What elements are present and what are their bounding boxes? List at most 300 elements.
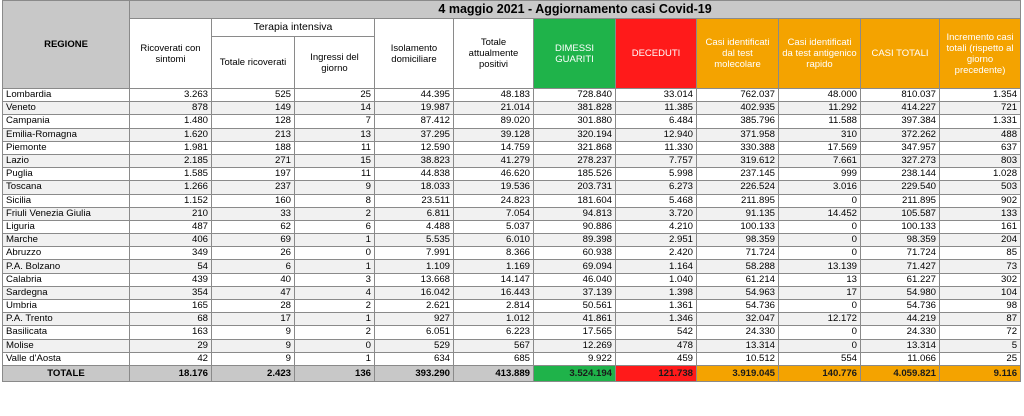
cell-deceduti: 7.757 <box>616 154 697 167</box>
cell-antigenico: 0 <box>779 326 861 339</box>
table-row <box>3 234 1021 247</box>
table-row <box>3 260 1021 273</box>
cell-regione: Umbria <box>3 300 130 313</box>
cell-incremento: 1.028 <box>940 168 1021 181</box>
cell-casi-totali: 397.384 <box>861 115 940 128</box>
cell-isolamento: 4.488 <box>375 220 454 233</box>
table-row <box>3 220 1021 233</box>
cell-molecolare: 13.314 <box>697 339 779 352</box>
total-regione: TOTALE <box>3 365 130 381</box>
cell-deceduti: 5.998 <box>616 168 697 181</box>
cell-ricoverati: 406 <box>130 234 212 247</box>
cell-antigenico: 999 <box>779 168 861 181</box>
header-positivi: Totale attualmente positivi <box>454 19 534 89</box>
cell-regione: P.A. Bolzano <box>3 260 130 273</box>
cell-incremento: 72 <box>940 326 1021 339</box>
cell-regione: Liguria <box>3 220 130 233</box>
cell-antigenico: 48.000 <box>779 89 861 102</box>
cell-incremento: 204 <box>940 234 1021 247</box>
cell-ti-ingressi: 6 <box>295 220 375 233</box>
cell-isolamento: 927 <box>375 313 454 326</box>
cell-casi-totali: 229.540 <box>861 181 940 194</box>
table-body <box>3 89 1021 366</box>
cell-ti-totale: 26 <box>212 247 295 260</box>
cell-ti-totale: 9 <box>212 339 295 352</box>
table-row <box>3 154 1021 167</box>
cell-positivi: 14.147 <box>454 273 534 286</box>
table-row <box>3 102 1021 115</box>
header-ti-totale: Totale ricoverati <box>212 37 295 89</box>
cell-casi-totali: 414.227 <box>861 102 940 115</box>
cell-molecolare: 61.214 <box>697 273 779 286</box>
cell-ti-ingressi: 1 <box>295 313 375 326</box>
cell-incremento: 902 <box>940 194 1021 207</box>
cell-antigenico: 11.292 <box>779 102 861 115</box>
cell-casi-totali: 238.144 <box>861 168 940 181</box>
cell-ti-totale: 40 <box>212 273 295 286</box>
cell-incremento: 503 <box>940 181 1021 194</box>
cell-positivi: 46.620 <box>454 168 534 181</box>
totals-row <box>3 365 1021 381</box>
cell-deceduti: 12.940 <box>616 128 697 141</box>
cell-ti-totale: 9 <box>212 352 295 365</box>
cell-deceduti: 1.398 <box>616 286 697 299</box>
cell-casi-totali: 54.736 <box>861 300 940 313</box>
cell-antigenico: 0 <box>779 247 861 260</box>
cell-positivi: 567 <box>454 339 534 352</box>
cell-regione: Emilia-Romagna <box>3 128 130 141</box>
total-molecolare: 3.919.045 <box>697 365 779 381</box>
cell-isolamento: 16.042 <box>375 286 454 299</box>
cell-positivi: 14.759 <box>454 141 534 154</box>
cell-ricoverati: 3.263 <box>130 89 212 102</box>
cell-isolamento: 6.811 <box>375 207 454 220</box>
cell-deceduti: 2.951 <box>616 234 697 247</box>
cell-dimessi: 381.828 <box>534 102 616 115</box>
cell-ti-totale: 28 <box>212 300 295 313</box>
cell-positivi: 16.443 <box>454 286 534 299</box>
cell-ti-totale: 213 <box>212 128 295 141</box>
cell-ti-ingressi: 2 <box>295 207 375 220</box>
header-casi-totali: CASI TOTALI <box>861 19 940 89</box>
cell-ricoverati: 1.620 <box>130 128 212 141</box>
cell-dimessi: 94.813 <box>534 207 616 220</box>
cell-ricoverati: 29 <box>130 339 212 352</box>
cell-molecolare: 385.796 <box>697 115 779 128</box>
cell-regione: Sicilia <box>3 194 130 207</box>
cell-positivi: 48.183 <box>454 89 534 102</box>
cell-antigenico: 3.016 <box>779 181 861 194</box>
cell-regione: Veneto <box>3 102 130 115</box>
cell-isolamento: 13.668 <box>375 273 454 286</box>
cell-regione: P.A. Trento <box>3 313 130 326</box>
cell-incremento: 803 <box>940 154 1021 167</box>
cell-molecolare: 330.388 <box>697 141 779 154</box>
cell-casi-totali: 24.330 <box>861 326 940 339</box>
header-dimessi: DIMESSI GUARITI <box>534 19 616 89</box>
cell-ti-ingressi: 13 <box>295 128 375 141</box>
cell-dimessi: 320.194 <box>534 128 616 141</box>
cell-casi-totali: 54.980 <box>861 286 940 299</box>
total-isolamento: 393.290 <box>375 365 454 381</box>
cell-casi-totali: 71.724 <box>861 247 940 260</box>
cell-positivi: 1.169 <box>454 260 534 273</box>
cell-ricoverati: 163 <box>130 326 212 339</box>
cell-isolamento: 38.823 <box>375 154 454 167</box>
cell-antigenico: 14.452 <box>779 207 861 220</box>
cell-positivi: 89.020 <box>454 115 534 128</box>
cell-casi-totali: 13.314 <box>861 339 940 352</box>
cell-molecolare: 762.037 <box>697 89 779 102</box>
cell-casi-totali: 327.273 <box>861 154 940 167</box>
total-casi-totali: 4.059.821 <box>861 365 940 381</box>
cell-molecolare: 54.963 <box>697 286 779 299</box>
cell-molecolare: 371.958 <box>697 128 779 141</box>
cell-deceduti: 6.484 <box>616 115 697 128</box>
cell-deceduti: 11.330 <box>616 141 697 154</box>
cell-antigenico: 0 <box>779 194 861 207</box>
cell-regione: Piemonte <box>3 141 130 154</box>
header-terapia-intensiva: Terapia intensiva <box>212 19 375 37</box>
cell-incremento: 133 <box>940 207 1021 220</box>
cell-incremento: 104 <box>940 286 1021 299</box>
cell-ti-totale: 128 <box>212 115 295 128</box>
cell-antigenico: 0 <box>779 234 861 247</box>
cell-ti-totale: 62 <box>212 220 295 233</box>
cell-dimessi: 60.938 <box>534 247 616 260</box>
cell-regione: Valle d'Aosta <box>3 352 130 365</box>
cell-dimessi: 89.398 <box>534 234 616 247</box>
cell-ti-ingressi: 4 <box>295 286 375 299</box>
cell-incremento: 302 <box>940 273 1021 286</box>
cell-casi-totali: 11.066 <box>861 352 940 365</box>
cell-dimessi: 69.094 <box>534 260 616 273</box>
cell-molecolare: 32.047 <box>697 313 779 326</box>
cell-isolamento: 37.295 <box>375 128 454 141</box>
header-molecolare: Casi identificati dal test molecolare <box>697 19 779 89</box>
table-row <box>3 128 1021 141</box>
cell-molecolare: 10.512 <box>697 352 779 365</box>
cell-ti-ingressi: 1 <box>295 260 375 273</box>
cell-positivi: 8.366 <box>454 247 534 260</box>
cell-deceduti: 459 <box>616 352 697 365</box>
cell-ti-ingressi: 1 <box>295 234 375 247</box>
cell-dimessi: 301.880 <box>534 115 616 128</box>
cell-ti-ingressi: 8 <box>295 194 375 207</box>
header-deceduti: DECEDUTI <box>616 19 697 89</box>
cell-ti-ingressi: 0 <box>295 339 375 352</box>
cell-molecolare: 91.135 <box>697 207 779 220</box>
cell-ricoverati: 878 <box>130 102 212 115</box>
table-row <box>3 168 1021 181</box>
cell-ti-ingressi: 9 <box>295 181 375 194</box>
cell-incremento: 87 <box>940 313 1021 326</box>
cell-positivi: 41.279 <box>454 154 534 167</box>
cell-dimessi: 50.561 <box>534 300 616 313</box>
cell-ricoverati: 349 <box>130 247 212 260</box>
cell-ricoverati: 487 <box>130 220 212 233</box>
cell-ti-ingressi: 15 <box>295 154 375 167</box>
cell-antigenico: 11.588 <box>779 115 861 128</box>
cell-isolamento: 18.033 <box>375 181 454 194</box>
cell-positivi: 685 <box>454 352 534 365</box>
cell-ti-totale: 9 <box>212 326 295 339</box>
cell-incremento: 25 <box>940 352 1021 365</box>
cell-deceduti: 1.361 <box>616 300 697 313</box>
cell-incremento: 85 <box>940 247 1021 260</box>
cell-molecolare: 226.524 <box>697 181 779 194</box>
cell-regione: Abruzzo <box>3 247 130 260</box>
cell-ti-ingressi: 11 <box>295 141 375 154</box>
cell-dimessi: 203.731 <box>534 181 616 194</box>
cell-dimessi: 181.604 <box>534 194 616 207</box>
cell-antigenico: 0 <box>779 339 861 352</box>
cell-isolamento: 5.535 <box>375 234 454 247</box>
table-row <box>3 89 1021 102</box>
cell-ti-ingressi: 2 <box>295 300 375 313</box>
total-incremento: 9.116 <box>940 365 1021 381</box>
table-row <box>3 273 1021 286</box>
cell-molecolare: 211.895 <box>697 194 779 207</box>
cell-ti-totale: 17 <box>212 313 295 326</box>
table-row <box>3 286 1021 299</box>
cell-ricoverati: 1.152 <box>130 194 212 207</box>
cell-ti-ingressi: 0 <box>295 247 375 260</box>
header-antigenico: Casi identificati da test antigenico rapido <box>779 19 861 89</box>
cell-incremento: 637 <box>940 141 1021 154</box>
cell-antigenico: 0 <box>779 220 861 233</box>
cell-isolamento: 1.109 <box>375 260 454 273</box>
cell-positivi: 21.014 <box>454 102 534 115</box>
table-row <box>3 194 1021 207</box>
header-isolamento: Isolamento domiciliare <box>375 19 454 89</box>
cell-casi-totali: 105.587 <box>861 207 940 220</box>
cell-positivi: 6.010 <box>454 234 534 247</box>
cell-ricoverati: 1.585 <box>130 168 212 181</box>
cell-ti-totale: 149 <box>212 102 295 115</box>
covid-report-table <box>2 0 1021 382</box>
cell-positivi: 6.223 <box>454 326 534 339</box>
cell-dimessi: 17.565 <box>534 326 616 339</box>
table-row <box>3 300 1021 313</box>
cell-isolamento: 87.412 <box>375 115 454 128</box>
cell-isolamento: 7.991 <box>375 247 454 260</box>
cell-regione: Marche <box>3 234 130 247</box>
cell-ti-ingressi: 25 <box>295 89 375 102</box>
total-ti-ingressi: 136 <box>295 365 375 381</box>
cell-molecolare: 319.612 <box>697 154 779 167</box>
cell-ricoverati: 165 <box>130 300 212 313</box>
table-row <box>3 181 1021 194</box>
cell-deceduti: 2.420 <box>616 247 697 260</box>
cell-deceduti: 11.385 <box>616 102 697 115</box>
cell-ti-ingressi: 7 <box>295 115 375 128</box>
table-row <box>3 115 1021 128</box>
cell-ricoverati: 1.981 <box>130 141 212 154</box>
cell-ti-totale: 33 <box>212 207 295 220</box>
cell-deceduti: 6.273 <box>616 181 697 194</box>
cell-dimessi: 90.886 <box>534 220 616 233</box>
cell-casi-totali: 44.219 <box>861 313 940 326</box>
cell-deceduti: 542 <box>616 326 697 339</box>
cell-deceduti: 5.468 <box>616 194 697 207</box>
table-row <box>3 339 1021 352</box>
cell-ti-totale: 188 <box>212 141 295 154</box>
cell-dimessi: 185.526 <box>534 168 616 181</box>
cell-molecolare: 24.330 <box>697 326 779 339</box>
header-ricoverati: Ricoverati con sintomi <box>130 19 212 89</box>
cell-incremento: 5 <box>940 339 1021 352</box>
cell-ricoverati: 210 <box>130 207 212 220</box>
cell-regione: Basilicata <box>3 326 130 339</box>
report-title: 4 maggio 2021 - Aggiornamento casi Covid-19 <box>130 1 1021 19</box>
cell-incremento: 1.354 <box>940 89 1021 102</box>
cell-isolamento: 529 <box>375 339 454 352</box>
cell-regione: Sardegna <box>3 286 130 299</box>
cell-ti-totale: 160 <box>212 194 295 207</box>
table-row <box>3 207 1021 220</box>
table-row <box>3 247 1021 260</box>
cell-incremento: 161 <box>940 220 1021 233</box>
header-incremento: Incremento casi totali (rispetto al giorno precedente) <box>940 19 1021 89</box>
cell-ricoverati: 1.480 <box>130 115 212 128</box>
cell-ti-totale: 6 <box>212 260 295 273</box>
cell-positivi: 1.012 <box>454 313 534 326</box>
cell-regione: Campania <box>3 115 130 128</box>
header-ti-ingressi: Ingressi del giorno <box>295 37 375 89</box>
cell-positivi: 39.128 <box>454 128 534 141</box>
cell-deceduti: 4.210 <box>616 220 697 233</box>
table-row <box>3 326 1021 339</box>
cell-molecolare: 237.145 <box>697 168 779 181</box>
cell-incremento: 73 <box>940 260 1021 273</box>
cell-antigenico: 7.661 <box>779 154 861 167</box>
table-row <box>3 141 1021 154</box>
cell-ricoverati: 42 <box>130 352 212 365</box>
total-antigenico: 140.776 <box>779 365 861 381</box>
header-regione: REGIONE <box>3 1 130 89</box>
cell-positivi: 19.536 <box>454 181 534 194</box>
cell-antigenico: 17.569 <box>779 141 861 154</box>
cell-ricoverati: 1.266 <box>130 181 212 194</box>
cell-molecolare: 98.359 <box>697 234 779 247</box>
total-dimessi: 3.524.194 <box>534 365 616 381</box>
cell-dimessi: 321.868 <box>534 141 616 154</box>
cell-deceduti: 1.346 <box>616 313 697 326</box>
total-deceduti: 121.738 <box>616 365 697 381</box>
cell-positivi: 24.823 <box>454 194 534 207</box>
cell-molecolare: 58.288 <box>697 260 779 273</box>
cell-regione: Friuli Venezia Giulia <box>3 207 130 220</box>
cell-casi-totali: 100.133 <box>861 220 940 233</box>
cell-incremento: 488 <box>940 128 1021 141</box>
cell-ricoverati: 54 <box>130 260 212 273</box>
cell-isolamento: 634 <box>375 352 454 365</box>
cell-casi-totali: 71.427 <box>861 260 940 273</box>
cell-molecolare: 71.724 <box>697 247 779 260</box>
cell-deceduti: 33.014 <box>616 89 697 102</box>
cell-ricoverati: 439 <box>130 273 212 286</box>
cell-deceduti: 1.040 <box>616 273 697 286</box>
cell-deceduti: 3.720 <box>616 207 697 220</box>
cell-isolamento: 19.987 <box>375 102 454 115</box>
cell-regione: Calabria <box>3 273 130 286</box>
cell-casi-totali: 61.227 <box>861 273 940 286</box>
total-ti-totale: 2.423 <box>212 365 295 381</box>
table-row <box>3 352 1021 365</box>
cell-deceduti: 478 <box>616 339 697 352</box>
cell-dimessi: 46.040 <box>534 273 616 286</box>
covid-report-table-container <box>2 0 1022 382</box>
cell-dimessi: 41.861 <box>534 313 616 326</box>
cell-ti-totale: 271 <box>212 154 295 167</box>
cell-isolamento: 2.621 <box>375 300 454 313</box>
cell-ti-totale: 197 <box>212 168 295 181</box>
cell-antigenico: 554 <box>779 352 861 365</box>
cell-ti-totale: 525 <box>212 89 295 102</box>
total-ricoverati: 18.176 <box>130 365 212 381</box>
cell-positivi: 7.054 <box>454 207 534 220</box>
cell-regione: Puglia <box>3 168 130 181</box>
cell-regione: Molise <box>3 339 130 352</box>
cell-positivi: 2.814 <box>454 300 534 313</box>
cell-antigenico: 12.172 <box>779 313 861 326</box>
cell-dimessi: 278.237 <box>534 154 616 167</box>
cell-molecolare: 402.935 <box>697 102 779 115</box>
cell-isolamento: 23.511 <box>375 194 454 207</box>
cell-ricoverati: 68 <box>130 313 212 326</box>
cell-antigenico: 310 <box>779 128 861 141</box>
cell-ti-totale: 237 <box>212 181 295 194</box>
cell-ti-ingressi: 14 <box>295 102 375 115</box>
cell-dimessi: 37.139 <box>534 286 616 299</box>
cell-ti-totale: 69 <box>212 234 295 247</box>
cell-incremento: 98 <box>940 300 1021 313</box>
cell-ti-ingressi: 3 <box>295 273 375 286</box>
cell-dimessi: 9.922 <box>534 352 616 365</box>
cell-incremento: 721 <box>940 102 1021 115</box>
cell-ricoverati: 2.185 <box>130 154 212 167</box>
cell-antigenico: 17 <box>779 286 861 299</box>
cell-isolamento: 44.395 <box>375 89 454 102</box>
cell-casi-totali: 347.957 <box>861 141 940 154</box>
cell-ricoverati: 354 <box>130 286 212 299</box>
cell-dimessi: 728.840 <box>534 89 616 102</box>
cell-casi-totali: 211.895 <box>861 194 940 207</box>
cell-regione: Toscana <box>3 181 130 194</box>
cell-ti-totale: 47 <box>212 286 295 299</box>
cell-molecolare: 54.736 <box>697 300 779 313</box>
cell-deceduti: 1.164 <box>616 260 697 273</box>
cell-ti-ingressi: 2 <box>295 326 375 339</box>
cell-isolamento: 12.590 <box>375 141 454 154</box>
cell-incremento: 1.331 <box>940 115 1021 128</box>
table-row <box>3 313 1021 326</box>
cell-casi-totali: 98.359 <box>861 234 940 247</box>
cell-ti-ingressi: 11 <box>295 168 375 181</box>
cell-antigenico: 13 <box>779 273 861 286</box>
cell-ti-ingressi: 1 <box>295 352 375 365</box>
cell-antigenico: 0 <box>779 300 861 313</box>
cell-positivi: 5.037 <box>454 220 534 233</box>
cell-isolamento: 44.838 <box>375 168 454 181</box>
cell-regione: Lazio <box>3 154 130 167</box>
cell-molecolare: 100.133 <box>697 220 779 233</box>
cell-dimessi: 12.269 <box>534 339 616 352</box>
cell-casi-totali: 372.262 <box>861 128 940 141</box>
cell-antigenico: 13.139 <box>779 260 861 273</box>
cell-casi-totali: 810.037 <box>861 89 940 102</box>
